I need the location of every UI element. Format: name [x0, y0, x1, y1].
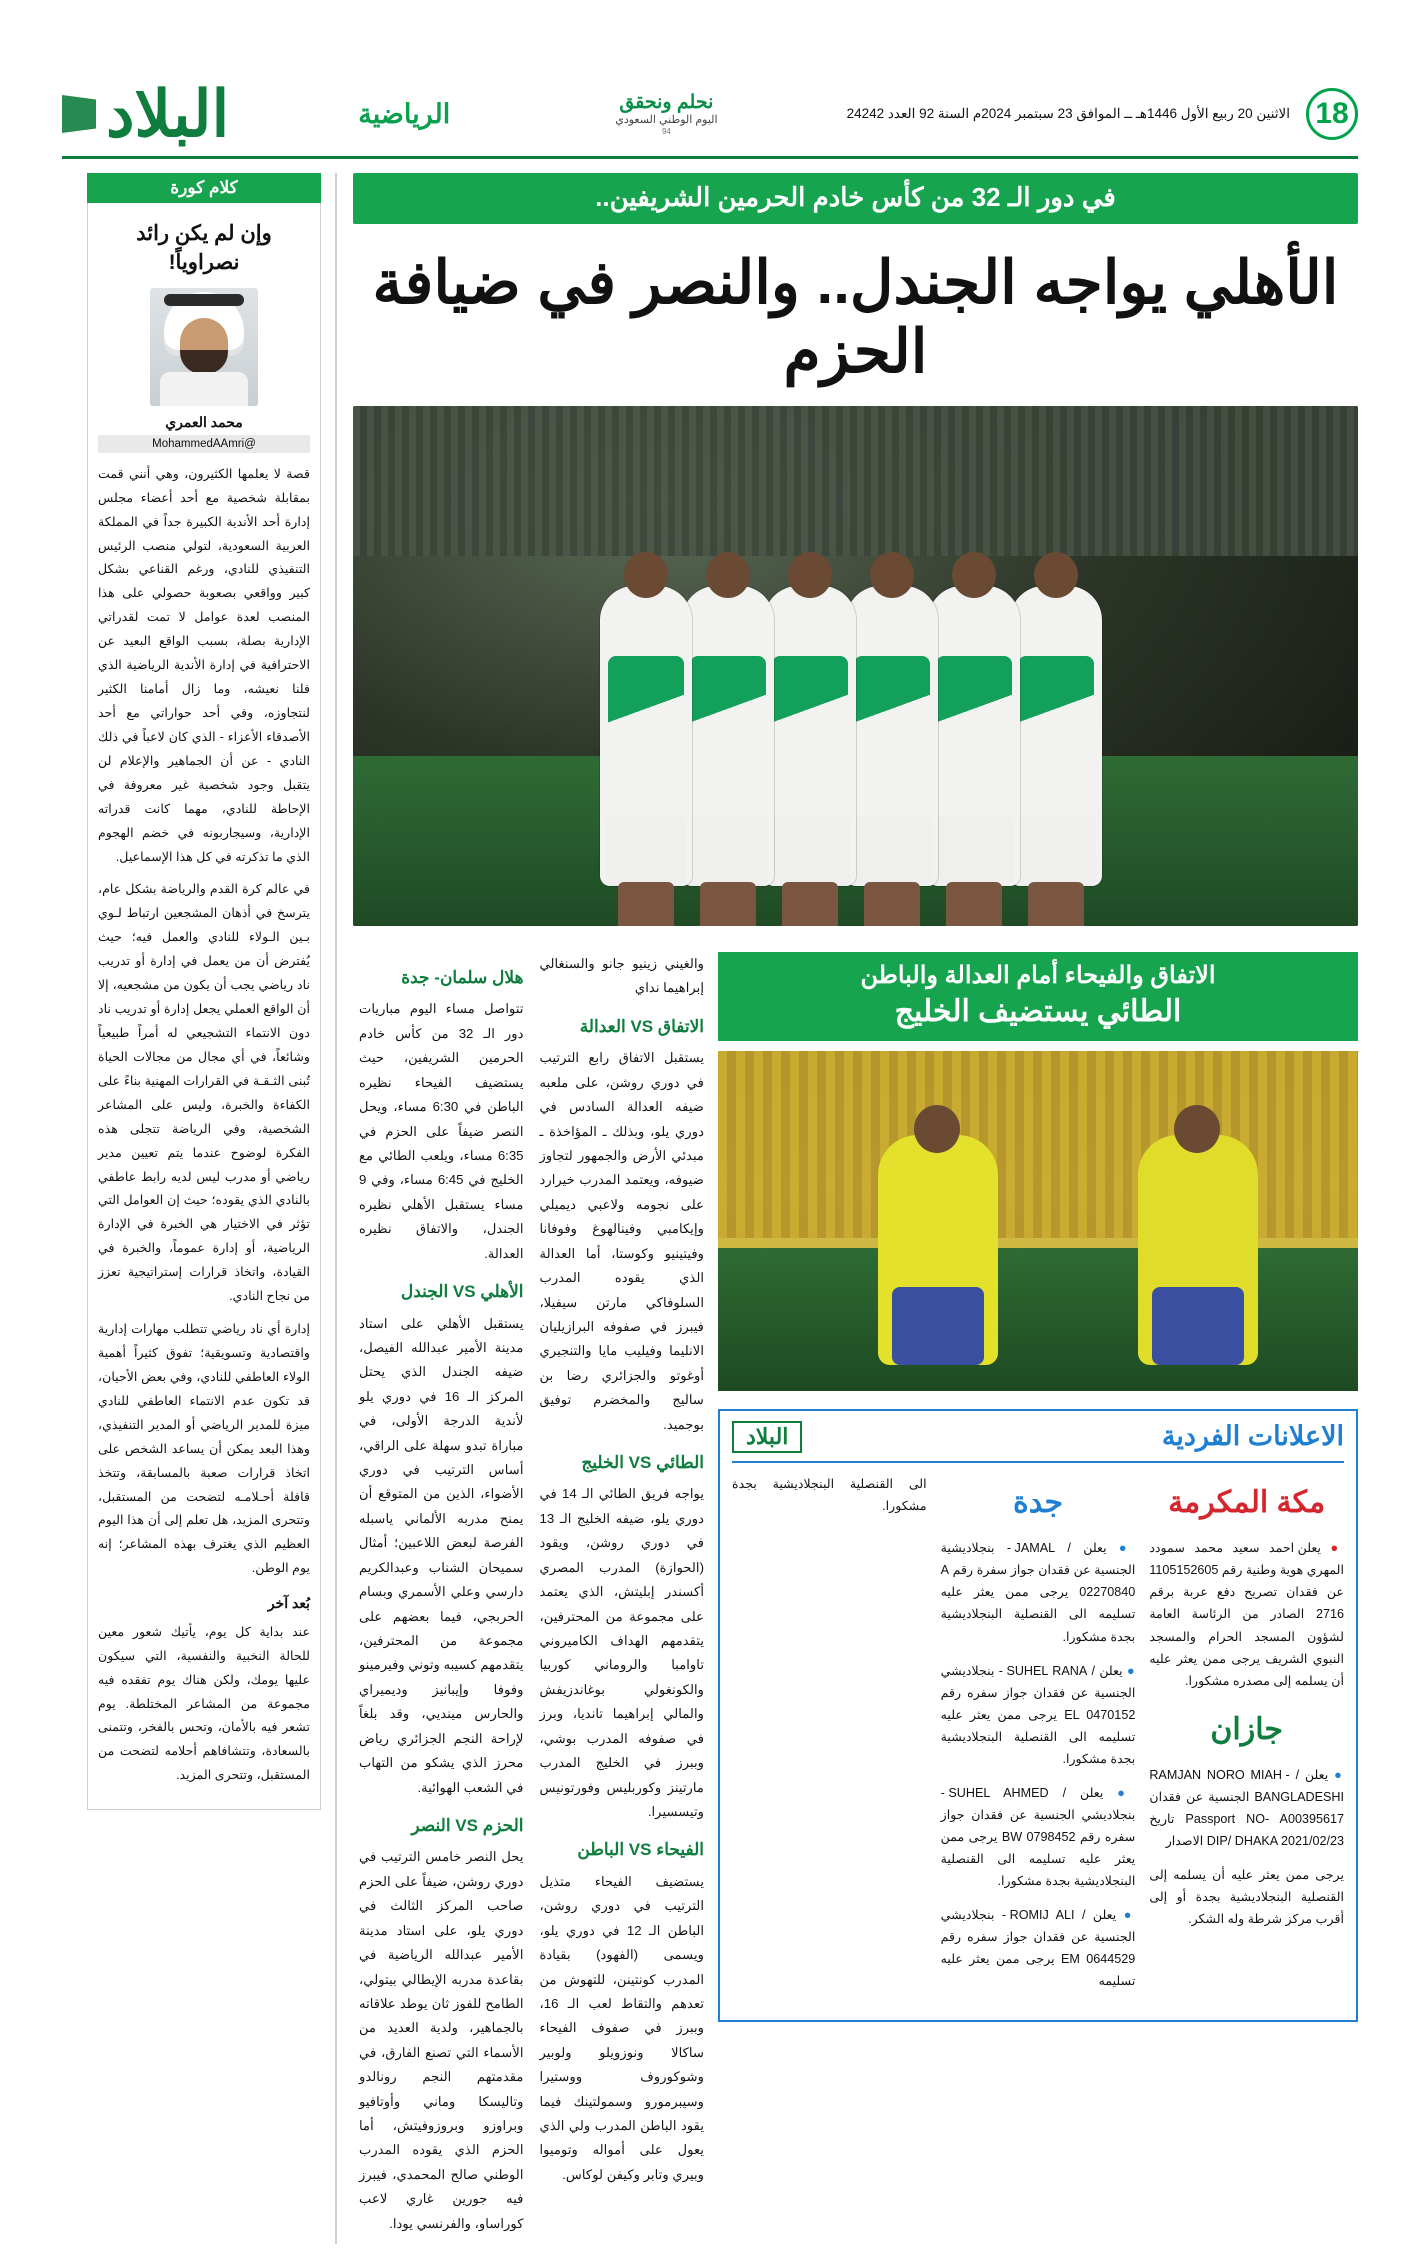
columnist-handle[interactable]: MohammedAAmri@	[98, 435, 310, 453]
article-paragraph: يستقبل الاتفاق رابع الترتيب في دوري روشن، على ملعبه ضيفه العدالة السادس في دوري يلو، وبذلك ـ المؤاخذة ـ مبدئي الأرض والجمهور لتجاوز ضيوفه، ويعتمد المدرب خيرارد على نجومه ولاعبي ديميلي وإيكامبي وفينالهوغ وفوفانا وفيتينيو وكوستا، أما العدالة الذي يقوده المدرب السلوفاكي مارتن سيفيلا، فيبرز في صفوفه البرازيليان الانليما وفيليب مايا والتنجيري أوغوتو والجزائري رضا بن ساليج والمخضرم توفيق بوجميد.	[539, 1050, 704, 1432]
classifieds-title: الاعلانات الفردية	[1161, 1421, 1344, 1452]
issue-date-line: الاثنين 20 ربيع الأول 1446هـ ــ الموافق 23 سبتمبر 2024م السنة 92 العدد 24242	[846, 106, 1290, 121]
secondary-left	[718, 952, 1358, 2244]
secondary-banner-line1: الاتفاق والفيحاء أمام العدالة والباطن	[860, 962, 1216, 989]
opinion-paragraph: قصة لا يعلمها الكثيرون، وهي أنني قمت بمقابلة شخصية مع أحد أعضاء مجلس إدارة أحد الأندية الكبيرة جداً في المملكة العربية السعودية، لتولي منصب الرئيس التنفيذي للنادي، ورغم القناعي بشكل كبير وواقعي بصعوبة حصولي على هذا المنصب لعدة عوامل لا تمت لقدراتي الإدارية بصلة، بسبب الواقع البعيد عن الاحترافية في إدارة الأندية الرياضية الذي فلنا نعيشه، وما زال أمامنا الكثير لنتجاوزه، وفي أحد حواراتي مع أحد الأصدقاء الأعزاء - الذي كان لاعباً في ذلك النادي - عن أن الجماهير والإعلام لن يتقبل وجود شخصية غير معروفة في الإحاطة للنادي، مهما كانت قدراته الإدارية، وسيجاربونه في خضم الهجوم الذي ما تذكرته في كل هذا الإسماعيل.	[98, 466, 310, 864]
article-left-note: والغيني زينيو جانو والسنغالي إبراهيما نداي	[539, 956, 704, 996]
player-figure	[928, 586, 1020, 886]
section-label: الرياضية	[358, 98, 451, 129]
article-paragraph: يحل النصر خامس الترتيب في دوري روشن، ضيفاً على الحزم صاحب المركز الثالث في دوري يلو، على استاد مدينة الأمير عبدالله الرياضية في بقاعدة مدربه الإيطالي بيتولي، الطامح للفوز ثان يوطد علاقاته بالجماهير، ولدية العديد من الأسماء التي تصنع الفارق، في مقدمتهم النجم رونالدو وتاليسكا وماني وأوتافيو وبراوزو وبروزوفيتش، أما الحزم الذي يقوده المدرب الوطني صالح المحمدي، فيبرز فيه جورين غاري لاعب كوراساو، والفرنسي يودا.	[359, 1849, 524, 2231]
bullet-icon: ●	[1117, 1785, 1136, 1800]
bullet-icon: ●	[1123, 1907, 1136, 1922]
classifieds-city-heading: مكة المكرمة	[1168, 1485, 1326, 1519]
classified-text: يرجى ممن يعثر عليه أن يسلمه إلى القنصلية البنجلاديشية بجدة أو إلى أقرب مركز شرطة وله الشكر.	[1149, 1868, 1344, 1927]
lead-headline: الأهلي يواجه الجندل.. والنصر في ضيافة الحزم	[372, 249, 1339, 385]
masthead	[62, 0, 1358, 150]
bullet-icon: ●	[1334, 1768, 1345, 1783]
classified-item	[1149, 1537, 1344, 1691]
bullet-icon: ●	[1126, 1663, 1136, 1678]
classified-item	[941, 1537, 1136, 1647]
article-dateline: هلال سلمان- جدة	[401, 968, 524, 987]
classifieds-header	[732, 1421, 1344, 1453]
brand-title: البلاد	[106, 78, 230, 150]
player-figure-yellow	[878, 1135, 998, 1365]
article-paragraph: يستضيف الفيحاء متذيل الترتيب في دوري روشن، الباطن الـ 12 في دوري يلو، ويسمى (الفهود) بقيادة المدرب كونتينن، للتهوش من تعدهم والتقاط لعب الـ 16، وببرز في صفوف الفيحاء ساكالا ونوزويلو ولوبير وشوكوروف ووستيرا وسيبرمورو وسمولتينك فيما يقود الباطن المدرب ولي الذي يعول على أمواله وتوميوا وبيري وتابر وكيفن لوكاس.	[539, 1873, 704, 2182]
opinion-closing-heading: بُعد آخر	[267, 1595, 310, 1612]
page-number-badge: 18	[1306, 88, 1358, 140]
stands	[718, 1051, 1358, 1238]
secondary-section	[353, 952, 1358, 2244]
classified-text: يعلن / RAMJAN NORO MIAH -BANGLADESHI الجنسية عن فقدان Passport NO- A00395617 تاريخ DIP/ DHAKA 2021/02/23 الاصدار	[1149, 1768, 1344, 1849]
classifieds-city-heading: جدة	[1012, 1485, 1063, 1519]
classifieds-columns	[732, 1473, 1344, 2004]
national-day-line2: اليوم الوطني السعودي	[615, 114, 718, 126]
classifieds-box	[718, 1409, 1358, 2022]
lead-kicker: في دور الـ 32 من كأس خادم الحرمين الشريفين..	[353, 173, 1358, 224]
classified-item	[1149, 1864, 1344, 1930]
classified-text: يعلن احمد سعيد محمد سمودد المهري هوية وطنية رقم 1105152605 عن فقدان تصريح دفع عربة برقم 2716 الصادر من الرئاسة العامة لشؤون المسجد الحرام والمسجد النبوي الشريف يرجى ممن يعثر عليه أن يسلمه إلى مصدره مشكورا.	[1149, 1541, 1344, 1688]
article-intro: تتواصل مساء اليوم مباريات دور الـ 32 من كأس خادم الحرمين الشريفين، حيث يستضيف الفيحاء نظيره الباطن في 6:30 مساء، ويحل النصر ضيفاً على الحزم في 6:35 مساء، ويلعب الطائي مع الخليج في 6:45 مساء، وفي 9 مساء يستقبل الأهلي نظيره الجندل، والاتفاق نظيره العدالة.	[359, 1001, 524, 1261]
classified-note: الى القنصلية البنجلاديشية بجدة مشكورا.	[731, 1476, 927, 1513]
columnist-name: محمد العمري	[165, 413, 243, 430]
classifieds-column-jeddah	[941, 1473, 1136, 2004]
opinion-column	[87, 173, 337, 2244]
opinion-box	[87, 203, 321, 1810]
secondary-banner-line2: الطائي يستضيف الخليج	[894, 995, 1182, 1029]
opinion-body	[98, 463, 310, 1788]
columnist-photo	[150, 288, 258, 406]
player-figure	[846, 586, 938, 886]
main-column	[353, 173, 1358, 2244]
player-figure	[1010, 586, 1102, 886]
article-subheading: الأهلي VS الجندل	[400, 1282, 524, 1302]
classified-item	[941, 1660, 1136, 1770]
secondary-right	[359, 952, 704, 2244]
opinion-paragraph: إدارة أي ناد رياضي تتطلب مهارات إدارية واقتصادية وتسويقية؛ تفوق كثيراً أهمية الولاء العاطفي للنادي، وفي بعض الأحيان، قد تكون عدم الانتماء العاطفي للنادي ميزة للمدير الرياضي أو المدير التنفيذي، وهذا البعد يمكن أن يساعد الشخص على اتخاذ قرارات صعبة بالمسابقة، وتتخذ قافلة أحـلامـه لتضحت من المستقبل، وتتحرى المزيد، هل تعلم إلى أن هذا اليوم العظيم الذي يغترف بهذه المشاعر؛ إنه يوم الوطن.	[98, 1322, 310, 1576]
opinion-title: وإن لم يكن رائد نصراوياً!	[136, 222, 272, 275]
article-subheading: الحزم VS النصر	[411, 1815, 524, 1835]
article-columns	[359, 952, 704, 2244]
classified-item	[941, 1904, 1136, 1992]
bullet-icon: ●	[1330, 1541, 1344, 1556]
lead-photo	[353, 406, 1358, 926]
grass	[718, 1248, 1358, 1391]
article-subheading: الطائي VS الخليج	[581, 1453, 704, 1473]
national-day-line3: 94	[661, 126, 671, 136]
player-figure	[682, 586, 774, 886]
classifieds-divider	[732, 1461, 1344, 1463]
article-column-left	[540, 952, 705, 2244]
secondary-photo	[718, 1051, 1358, 1391]
classifieds-logo: البلاد	[732, 1421, 802, 1453]
national-day-logo	[615, 92, 717, 136]
article-paragraph: يواجه فريق الطائي الـ 14 في دوري يلو، ضيفه الخليج الـ 13 في دوري روشن، ويقود (الحوازة) المدرب المصري أكسندر إبليتش، الذي يعتمد على مجموعة من المحترفين، يتقدمهم الهداف الكاميروني تاوامبا والروماني كوربيا والكونغولي بوغاندزيفش والمالي إبراهيما تانديا، وبرز في صفوفه المدرب بوشي، وببرز في الخليج المدرب مارتينز وكوربليس وفورتونيس وتيسسيرا.	[539, 1486, 705, 1819]
classified-text: يعلن / JAMAL - بنجلاديشية الجنسية عن فقدان جواز سفرة رقم A 02270840 يرجى ممن يعثر عليه تسليمه الى القنصلية البنجلاديشية بجدة مشكورا.	[940, 1541, 1136, 1644]
page-body	[62, 173, 1358, 2244]
classified-text: يعلن / SUHEL AHMED - بنجلاديشي الجنسية عن فقدان جواز سفره رقم BW 0798452 يرجى ممن يعثر عليه تسليمه الى القنصلية البنجلاديشية بجدة مشكورا.	[940, 1785, 1136, 1888]
article-column-right	[359, 952, 524, 2244]
classifieds-city-heading: جازان	[1210, 1712, 1283, 1746]
secondary-banner	[718, 952, 1358, 1041]
article-paragraph: يستقبل الأهلي على استاد مدينة الأمير عبدالله الفيصل، ضيفه الجندل الذي يحتل المركز الـ 16 في دوري يلو لأندية الدرجة الأولى، في مباراة تبدو سهلة على الراقي، أساس الترتيب في دوري الأضواء، الذين من المتوقع أن يمنح مدربه الألماني ياسبله الفرصة لبعض اللاعبين؛ أمثال سميحان الشناب وعبدالكريم دارسي وعلي الأسمري وبسام الحربجي، فيما بعضهم على مجموعة من المحترفين، يتقدمهم كسيبه وتوني وفيرمينو وفوفا وإيبانيز وديميراي والحارس مينديي، وقد بلغاً لإراحة النجم الجزائري رياض محرز الذي يشكو من التهاب في الشعب الهوائية.	[358, 1315, 524, 1795]
players-group	[610, 586, 1102, 886]
classifieds-column-note	[732, 1473, 927, 2004]
player-figure-yellow	[1138, 1135, 1258, 1365]
crowd-band	[353, 406, 1358, 556]
classified-item	[941, 1782, 1136, 1892]
article-subheading: الفيحاء VS الباطن	[577, 1840, 704, 1860]
player-figure	[600, 586, 692, 886]
masthead-divider	[62, 156, 1358, 159]
article-subheading: الاتفاق VS العدالة	[579, 1016, 704, 1036]
opinion-closing: عند بداية كل يوم، يأتيك شعور معين للحالة النخبية والنفسية، التي سيكون عليها يومك، ولكن هناك يوم تفقده فيه مجموعة من المشاعر المختلطة. يوم تشعر فيه بالأمان، وتحس بالفخر، وتتمنى بالسعادة، وتتشافاهم أحلامه لتضحت من المستقبل، وتتحرى المزيد.	[98, 1624, 310, 1783]
classified-text: يعلن / ROMIJ ALI - بنجلاديشي الجنسية عن فقدان جواز سفره رقم EM 0644529 يرجى ممن يعثر عليه تسليمه	[940, 1907, 1136, 1988]
opinion-header: كلام كورة	[87, 173, 321, 203]
masthead-left	[847, 88, 1358, 140]
classified-text: يعلن / SUHEL RANA - بنجلاديشي الجنسية عن فقدان جواز سفره رقم EL 0470152 يرجى ممن يعثر عليه تسليمه الى القنصلية البنجلاديشية بجدة مشكورا.	[940, 1663, 1136, 1766]
opinion-paragraph: في عالم كرة القدم والرياضة بشكل عام، يترسخ في أذهان المشجعين ارتباط لـوي بـين الـولاء للنادي والعمل فيه؛ حيث يُفترض أن من يعمل في إدارة أو تدريب ناد رياضي يجب أن يكون من مشجعيه، إلا أن الواقع العملي يجعل إدارة أو تدريب ناد دون الانتماء التشجيعي له أمراً طبيعياً وشائعاً، في أي مجال من مجالات الحياة تُبنى الثـقـة في القرارات المهنية بناءً على الكفاءة والخبرة، وليس على المشاعر الشخصية، وفي الرياضة تتجلى هذه الفكرة لوضوح عندما يتم تعيين مدير رياضي أو مدرب ليس لديه رابط عاطفي بالنادي الذي يقوده؛ حيث إن العوامل التي تؤثر في الاختيار هي الخبرة في الإدارة الرياضية، أو إدارة عموماً، والخبرة في القيادة، واتخاذ قرارات إستراتيجية تعزز من نجاح النادي.	[98, 882, 310, 1304]
national-day-line1: نحلم ونحقق	[619, 92, 714, 114]
classified-item	[1149, 1764, 1344, 1852]
flag-icon	[62, 95, 96, 133]
classifieds-column-makkah	[1149, 1473, 1344, 2004]
brand-block	[62, 78, 230, 150]
bullet-icon: ●	[1118, 1541, 1136, 1556]
player-figure	[764, 586, 856, 886]
